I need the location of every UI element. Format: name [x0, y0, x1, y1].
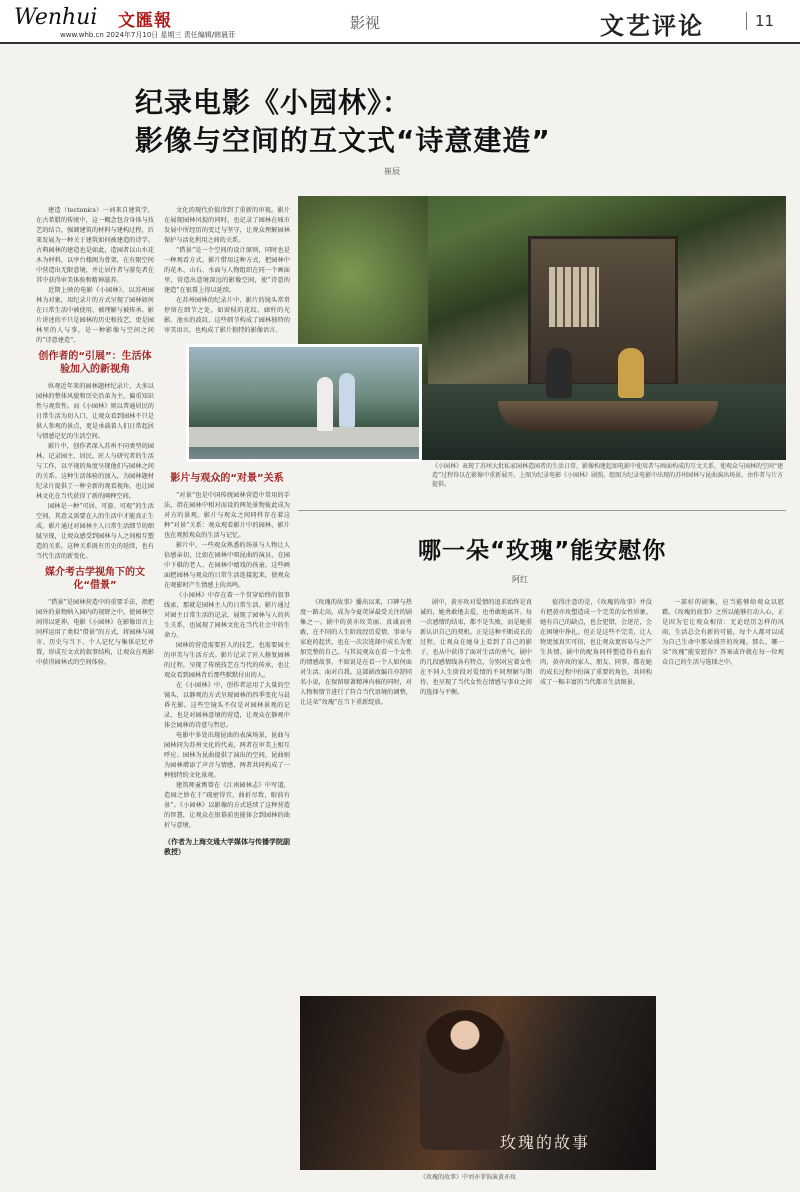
section-label: 影视 — [350, 14, 381, 32]
article2-column-1 — [300, 598, 412, 990]
newspaper-logo-chinese: 文匯報 — [118, 11, 172, 31]
paragraph: 园林的营造需要匠人的技艺，也需要园主的审美与生活方式。影片记录了匠人修复园林的过程，呈现了传统技艺在当代的传承，也让观众看到园林背后那些默默付出的人。 — [164, 642, 290, 679]
paragraph: 建造（tectonics）一词来自建筑学，在古希腊的传统中，这一概念包含身体与技艺的结合，强调建筑的材料与建构过程，后来发展为一种关于建筑如何被建造的诗学。古典园林的建造也是如此，造园者以山水花木为材料，以亭台楼阁为骨架，在有限空间中营造出无限意境，并让居住者与游览者在其中获得审美体验和精神滋养。 — [36, 207, 154, 284]
article1-column-2 — [164, 468, 290, 1180]
article1-headline — [135, 84, 695, 160]
newspaper-logo: Wenhui — [14, 5, 98, 30]
paragraph: 文化的现代价值得到了重新的审视。影片在展现园林风貌的同时，也记录了园林在城市发展中所经历的变迁与坚守，让观众理解园林保护与活化利用之间的关系。 — [164, 207, 290, 244]
kunqu-opera-photo — [186, 344, 422, 462]
paragraph: 电影中多处出现昆曲的表演场景，昆曲与园林同为苏州文化的代表，两者在审美上相互呼应。园林为昆曲提供了演出的空间，昆曲则为园林增添了声音与情感，两者共同构成了一种独特的文化景观。 — [164, 732, 290, 779]
dateline: www.whb.cn 2024年7月10日 星期三 责任编辑/韩晨菲 — [60, 31, 236, 39]
article1-photo-caption: 《小园林》表现了苏州大批私家园林造园者的生活日常，影像构建起如电影中使用者与画面构成的互文关系，使观众与园林的空间“建造”过程得以在影像中重新展开。上图为纪录电影《小园林》剧照。组图为纪录电影中出现的苏州园林与昆曲演出场景，由作者与片方提供。 — [432, 463, 784, 488]
article2-column-2 — [420, 598, 532, 990]
author-note: （作者为上海交通大学媒体与传播学院副教授） — [164, 838, 290, 856]
article2-byline: 阿红 — [512, 575, 528, 584]
paragraph: 一部好的剧集，应当能够给观众以慰藉。《玫瑰的故事》之所以能够打动人心，正是因为它让观众相信：无论经历怎样的风雨，生活总会有新的可能，每个人都可以成为自己生命中那朵盛开的玫瑰。那么，哪一朵“玫瑰”能安慰你？答案或许就在每一位观众自己的生活与选择之中。 — [662, 599, 784, 666]
article1-title-line1: 纪录电影《小园林》： — [135, 86, 412, 119]
paragraph: “借景”是一个空间的设计原则，同时也是一种观看方式。影片借用这种方式，把园林中的花木、山石、水面与人物组织在同一个画面里，营造出意境深远的影像空间，使“诗意的建造”在银幕上得以延续。 — [164, 247, 290, 294]
masthead — [0, 0, 800, 44]
paragraph: 在《小园林》中，创作者运用了大量的空镜头，以静观的方式呈现园林的四季变化与晨昏光影。这些空镜头不仅是对园林景观的记录，也是对园林意境的营造，让观众在静观中体会园林的诗意与哲思。 — [164, 682, 290, 729]
pavilion-window — [549, 267, 599, 327]
garden-bridge — [189, 427, 422, 447]
article1-title-line2: 影像与空间的互文式“诗意建造” — [135, 124, 551, 157]
article1-column-1 — [36, 206, 154, 1178]
actress-figure — [420, 1010, 510, 1150]
paragraph: 影片中，创作者深入苏州不同类型的园林，记录园主、居民、匠人与研究者的生活与工作，以平视的角度呈现他们与园林之间的关系。这种生活体验的加入，为园林题材纪录片提供了一种全新的观看视角，也让园林文化在当代获得了新的阐释空间。 — [36, 443, 154, 500]
paragraph: 园林是一种“可居、可游、可观”的生活空间，其意义需要在人的生活中才能真正生成。影片通过对园林主人日常生活细节的细腻呈现，让观众感受到园林与人之间相互塑造的关系，这种关系既有历史的延续，也有当代生活的新变化。 — [36, 503, 154, 560]
paragraph: 《小园林》中存在着一个贯穿始终的叙事线索，那就是园林主人的日常生活。影片通过对园主日常生活的记录，展现了园林与人的共生关系，也展现了园林文化在当代社会中的生命力。 — [164, 592, 290, 639]
opera-performer-1 — [317, 377, 333, 431]
article1-subhead-1: 创作者的“引展”：生活体验加入的新视角 — [38, 351, 152, 375]
paragraph: 《玫瑰的故事》播出以来，口碑与热度一路走高，成为今夏荧屏最受关注的剧集之一。剧中的黄亦玫美丽、真诚而勇敢，在不同的人生阶段经历爱情、事业与家庭的起伏，也在一次次选择中成长为更加完整的自己。与其说观众在看一个女性的情感故事，不如说是在看一个人如何面对生活、面对自我。这部剧改编自亦舒同名小说，在保留原著精神内核的同时，对人物和情节进行了符合当代语境的调整，让这朵“玫瑰”在当下重新绽放。 — [300, 599, 412, 706]
page-number: 11 — [746, 12, 774, 30]
article-divider — [298, 510, 786, 511]
paragraph: 影片中，一些观众熟悉的场景与人物让人倍感亲切，比如在园林中唱昆曲的演员、在园中下棋的老人、在园林中嬉戏的孩童。这些画面把园林与观众的日常生活连接起来，使观众在观影时产生情感上的共鸣。 — [164, 542, 290, 589]
article2-column-3 — [540, 598, 652, 990]
article1-column-2-top — [164, 206, 290, 346]
stone-boat — [498, 401, 718, 431]
paragraph: 值得注意的是，《玫瑰的故事》并没有把黄亦玫塑造成一个完美的女性形象。她有自己的缺点，也会犯错，会迷茫，会在困境中挣扎。但正是这些不完美，让人物更加真实可信，也让观众更容易与之产生共情。剧中的配角同样塑造得有血有肉，黄亦玫的家人、朋友、同事，都在她的成长过程中扮演了重要的角色，共同构成了一幅丰富的当代都市生活图景。 — [540, 599, 652, 686]
drama-still-photo — [300, 996, 656, 1170]
paragraph: “对景”也是中国传统园林营造中常用的手法，指在园林中相对而设的两处景物彼此成为对方的景观。影片与观众之间同样存在着这种“对景”关系：观众观看影片中的园林，影片也在观照观众的生活与记忆。 — [164, 492, 290, 539]
article2-column-4 — [662, 598, 784, 1178]
opera-performer-2 — [339, 373, 355, 427]
paragraph: 近期上映的电影《小园林》，以苏州园林为对象，用纪录片的方式呈现了园林如何在日常生活中被使用、被理解与被传承。影片讲述的不只是园林的历史和技艺，更是园林里的人与事，是一种影像与空间之间的“诗意建造”。 — [36, 287, 154, 344]
article2-photo-caption: 《玫瑰的故事》中刘亦菲饰演黄亦玫 — [420, 1174, 517, 1181]
article1-byline: 崔辰 — [384, 167, 400, 176]
column-label: 文艺评论 — [600, 11, 704, 40]
woman-figure — [618, 348, 644, 398]
paragraph: 建筑师童寯曾在《江南园林志》中写道，造园之妙在于“疏密得宜，曲折尽致，眼前有景”。《小园林》以影像的方式延续了这种营造的智慧，让观众在银幕前也能体会到园林的曲折与意境。 — [164, 782, 290, 829]
paragraph: “借景”是园林营造中的重要手法，指把园外的景物纳入园内的视野之中，使园林空间得以延伸。电影《小园林》在影像语言上同样运用了类似“借景”的方式，将园林与城市、历史与当下、个人记忆与集体记忆并置，形成互文式的叙事结构，让观众在观影中获得园林式的空间体验。 — [36, 599, 154, 666]
article1-subhead-2: 媒介考古学视角下的文化“借景” — [45, 567, 145, 591]
man-figure — [546, 348, 572, 398]
drama-still-title: 玫瑰的故事 — [500, 1133, 591, 1152]
paragraph: 在苏州园林的纪录片中，影片的镜头常常停留在细节之处，如窗棂的花纹、廊柱的光影、池水的波纹，这些细节构成了园林独特的审美语言，也构成了影片独特的影像语言。 — [164, 297, 290, 334]
article1-subhead-3: 影片与观众的“对景”关系 — [170, 473, 284, 484]
paragraph: 剧中，黄亦玫对爱情的追求始终是真诚的，她勇敢地去爱，也勇敢地离开。每一次感情的结束，都不是失败，而是她重新认识自己的契机。正是这种不断成长的过程，让观众在她身上看到了自己的影子，也从中获得了面对生活的勇气。剧中的几段感情线各有特点，分别对应着女性在不同人生阶段对爱情的不同理解与期待，也呈现了当代女性在情感与事业之间的选择与平衡。 — [420, 599, 532, 696]
paragraph: 纵观近年来的园林题材纪录片，大多以园林的整体风貌和历史沿革为主，偏重知识性与观赏性。而《小园林》则以普通居民的日常生活为切入口，让观众看到园林不只是供人参观的景点，更是承载着人们日常起居与情感记忆的生活空间。 — [36, 383, 154, 440]
article2-headline: 哪一朵“玫瑰”能安慰你 — [418, 538, 667, 564]
